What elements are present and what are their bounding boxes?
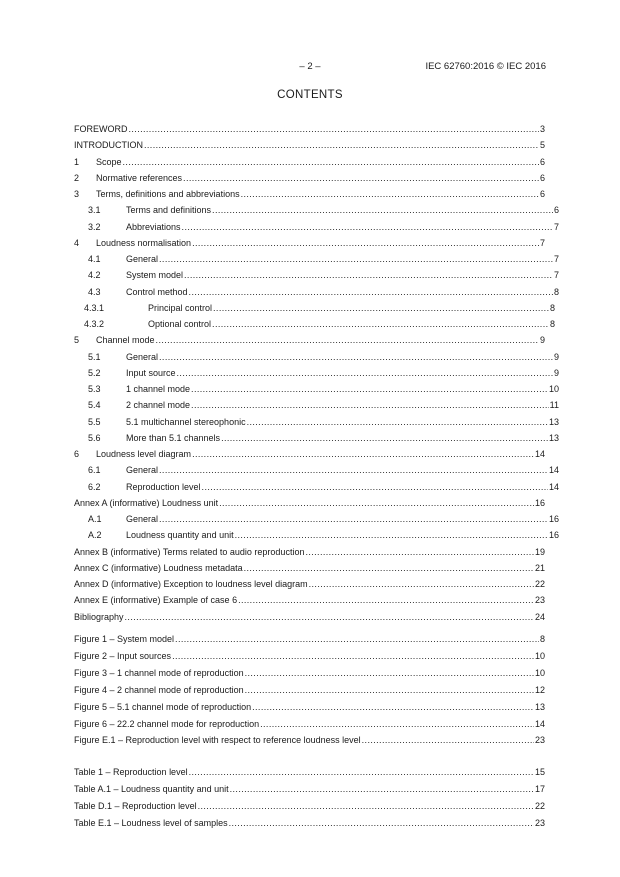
dot-leader [159, 464, 548, 476]
entry-page: 13 [534, 701, 545, 712]
dot-leader [309, 578, 534, 590]
entry-page: 23 [534, 735, 545, 746]
entry-label: General [126, 254, 159, 264]
entry-number: 4.3 [88, 286, 101, 297]
entry-label: Figure 3 – 1 channel mode of reproduction [74, 667, 244, 678]
entry-number: 5.4 [88, 400, 101, 411]
dot-leader [183, 172, 539, 184]
entry-page: 24 [534, 611, 545, 622]
entry-label: Annex D (informative) Exception to loudness level diagram [74, 579, 308, 589]
entry-number: 1 [74, 156, 80, 167]
entry-page: 8 [553, 286, 559, 297]
dot-leader [191, 399, 549, 411]
entry-label: Input source [126, 367, 176, 378]
entry-label: INTRODUCTION [74, 140, 143, 151]
entry-page: 15 [534, 767, 545, 777]
entry-page: 8 [549, 302, 555, 313]
dot-leader [245, 667, 534, 679]
toc-entry[interactable] [74, 302, 555, 314]
toc-entry[interactable] [74, 172, 545, 184]
entry-label: System model [126, 270, 184, 281]
figure-entry[interactable] [74, 650, 545, 662]
entry-label: Table D.1 – Reproduction level [74, 800, 197, 811]
entry-label: Loudness normalisation [96, 237, 192, 248]
entry-label: 2 channel mode [126, 400, 191, 411]
entry-label: Table 1 – Reproduction level [74, 767, 188, 777]
dot-leader [252, 701, 534, 713]
toc-entry[interactable] [74, 139, 545, 151]
entry-label: Principal control [148, 302, 213, 313]
entry-page: 9 [553, 367, 559, 378]
toc-entry[interactable] [74, 156, 545, 168]
entry-page: 7 [553, 221, 559, 232]
entry-label: Figure 4 – 2 channel mode of reproduction [74, 684, 244, 695]
entry-label: Optional control [148, 319, 212, 329]
entry-label: Scope [96, 156, 122, 167]
toc-entry[interactable] [74, 497, 545, 509]
table-entry[interactable] [74, 800, 545, 812]
entry-number: 3.1 [88, 205, 101, 216]
entry-label: Figure 5 – 5.1 channel mode of reproduction [74, 701, 252, 712]
entry-page: 6 [539, 156, 545, 167]
figure-entry[interactable] [74, 718, 545, 730]
entry-number: 5.6 [88, 432, 101, 443]
entry-page: 7 [539, 237, 545, 248]
entry-label: Table A.1 – Loudness quantity and unit [74, 783, 229, 794]
dot-leader [159, 253, 553, 265]
dot-leader [144, 139, 539, 151]
entry-number: 6.1 [88, 465, 101, 476]
dot-leader [192, 448, 534, 460]
entry-number: 4.2 [88, 270, 101, 281]
dot-leader [189, 286, 553, 298]
dot-leader [238, 594, 534, 606]
entry-page: 9 [553, 351, 559, 362]
dot-leader [229, 817, 534, 829]
dot-leader [159, 351, 553, 363]
dot-leader [191, 383, 548, 395]
toc-entry[interactable] [74, 562, 545, 574]
entry-number: 4.3.2 [84, 319, 105, 329]
entry-label: Annex B (informative) Terms related to audio reproduction [74, 546, 305, 557]
entry-page: 23 [534, 595, 545, 606]
dot-leader [244, 562, 534, 574]
entry-page: 6 [539, 189, 545, 199]
entry-label: Terms, definitions and abbreviations [96, 189, 240, 199]
entry-page: 13 [548, 416, 559, 427]
entry-label: General [126, 514, 159, 524]
entry-page: 22 [534, 800, 545, 811]
toc-entry[interactable] [74, 383, 559, 395]
page-number: – 2 – [299, 61, 321, 72]
entry-number: 6 [74, 449, 80, 459]
entry-page: 12 [534, 684, 545, 695]
dot-leader [230, 783, 534, 795]
entry-label: Loudness level diagram [96, 449, 192, 459]
toc-entry[interactable] [74, 464, 559, 476]
toc-entry[interactable] [74, 399, 559, 411]
dot-leader [129, 123, 539, 135]
figure-entry[interactable] [74, 734, 545, 746]
entry-number: A.1 [88, 514, 102, 524]
toc-entry[interactable] [74, 334, 545, 346]
entry-page: 6 [553, 205, 559, 216]
entry-number: 5.2 [88, 367, 101, 378]
toc-entry[interactable] [74, 253, 559, 265]
entry-label: 5.1 multichannel stereophonic [126, 416, 246, 427]
entry-label: Figure E.1 – Reproduction level with respect to reference loudness level [74, 735, 361, 746]
entry-label: Channel mode [96, 335, 155, 346]
entry-page: 10 [548, 384, 559, 394]
toc-entry[interactable] [74, 611, 545, 623]
entry-page: 16 [534, 497, 545, 508]
entry-number: 4.3.1 [84, 302, 105, 313]
entry-number: 3 [74, 189, 80, 199]
entry-page: 22 [534, 579, 545, 589]
dot-leader [172, 650, 534, 662]
entry-number: 4 [74, 237, 80, 248]
dot-leader [156, 334, 539, 346]
entry-page: 14 [534, 718, 545, 729]
entry-page: 21 [534, 562, 545, 573]
entry-label: Abbreviations [126, 221, 181, 232]
entry-number: A.2 [88, 530, 102, 541]
entry-number: 5.1 [88, 351, 101, 362]
dot-leader [213, 302, 549, 314]
entry-page: 16 [548, 514, 559, 524]
dot-leader [247, 416, 548, 428]
entry-number: 2 [74, 172, 80, 183]
entry-label: Loudness quantity and unit [126, 530, 234, 541]
toc-entry[interactable] [74, 578, 545, 590]
dot-leader [245, 684, 534, 696]
entry-number: 5.5 [88, 416, 101, 427]
table-entry[interactable] [74, 766, 545, 778]
dot-leader [202, 481, 548, 493]
entry-label: Normative references [96, 172, 183, 183]
dot-leader [241, 188, 539, 200]
entry-label: Terms and definitions [126, 205, 212, 216]
entry-page: 16 [548, 530, 559, 541]
figure-entry[interactable] [74, 667, 545, 679]
dot-leader [219, 497, 534, 509]
entry-page: 14 [548, 481, 559, 492]
toc-entry[interactable] [74, 594, 545, 606]
entry-page: 14 [534, 449, 545, 459]
toc-entry[interactable] [74, 546, 545, 558]
dot-leader [198, 800, 534, 812]
dot-leader [221, 432, 548, 444]
figure-entry[interactable] [74, 633, 545, 645]
toc-entry[interactable] [74, 204, 559, 216]
toc-entry[interactable] [74, 123, 545, 135]
table-entry[interactable] [74, 783, 545, 795]
dot-leader [159, 513, 548, 525]
entry-page: 11 [549, 400, 559, 411]
toc-entry[interactable] [74, 416, 559, 428]
dot-leader [189, 766, 534, 778]
toc-entry[interactable] [74, 237, 545, 249]
entry-number: 5.3 [88, 384, 101, 394]
table-entry[interactable] [74, 817, 545, 829]
entry-page: 7 [553, 270, 559, 281]
entry-page: 8 [549, 319, 555, 329]
figure-entry[interactable] [74, 701, 545, 713]
toc-entry[interactable] [74, 318, 555, 330]
dot-leader [362, 734, 534, 746]
entry-label: Bibliography [74, 611, 124, 622]
entry-page: 6 [539, 172, 545, 183]
toc-entry[interactable] [74, 513, 559, 525]
toc-entry[interactable] [74, 448, 545, 460]
dot-leader [212, 318, 549, 330]
entry-number: 3.2 [88, 221, 101, 232]
dot-leader [192, 237, 539, 249]
entry-page: 23 [534, 817, 545, 828]
entry-label: Annex E (informative) Example of case 6 [74, 595, 238, 606]
toc-entry[interactable] [74, 367, 559, 379]
dot-leader [125, 611, 534, 623]
dot-leader [177, 367, 553, 379]
entry-page: 5 [539, 140, 545, 151]
entry-label: General [126, 465, 159, 476]
toc-entry[interactable] [74, 188, 545, 200]
figure-entry[interactable] [74, 684, 545, 696]
entry-page: 17 [534, 783, 545, 794]
toc-entry[interactable] [74, 221, 559, 233]
toc-entry[interactable] [74, 286, 559, 298]
toc-entry[interactable] [74, 269, 559, 281]
entry-number: 4.1 [88, 254, 101, 264]
toc-entry[interactable] [74, 351, 559, 363]
entry-label: 1 channel mode [126, 384, 191, 394]
entry-label: Control method [126, 286, 188, 297]
entry-label: Figure 6 – 22.2 channel mode for reproduction [74, 718, 260, 729]
entry-label: Annex C (informative) Loudness metadata [74, 562, 243, 573]
dot-leader [184, 269, 553, 281]
entry-page: 7 [553, 254, 559, 264]
entry-page: 10 [534, 667, 545, 678]
dot-leader [235, 529, 548, 541]
dot-leader [182, 221, 553, 233]
dot-leader [175, 633, 539, 645]
page-title: CONTENTS [277, 89, 343, 101]
entry-page: 10 [534, 650, 545, 661]
entry-page: 13 [548, 432, 559, 443]
entry-label: More than 5.1 channels [126, 432, 221, 443]
dot-leader [123, 156, 539, 168]
document-reference: IEC 62760:2016 © IEC 2016 [425, 61, 546, 72]
entry-number: 5 [74, 335, 80, 346]
entry-page: 8 [539, 634, 545, 644]
entry-page: 9 [539, 335, 545, 346]
entry-number: 6.2 [88, 481, 101, 492]
dot-leader [305, 546, 534, 558]
entry-page: 14 [548, 465, 559, 476]
entry-page: 3 [539, 124, 545, 134]
toc-entry[interactable] [74, 529, 559, 541]
entry-label: FOREWORD [74, 124, 128, 134]
entry-page: 19 [534, 546, 545, 557]
entry-label: Figure 1 – System model [74, 634, 175, 644]
toc-entry[interactable] [74, 432, 559, 444]
dot-leader [260, 718, 534, 730]
entry-label: General [126, 351, 159, 362]
entry-label: Figure 2 – Input sources [74, 650, 172, 661]
entry-label: Annex A (informative) Loudness unit [74, 497, 219, 508]
dot-leader [212, 204, 553, 216]
toc-entry[interactable] [74, 481, 559, 493]
entry-label: Table E.1 – Loudness level of samples [74, 817, 228, 828]
entry-label: Reproduction level [126, 481, 201, 492]
